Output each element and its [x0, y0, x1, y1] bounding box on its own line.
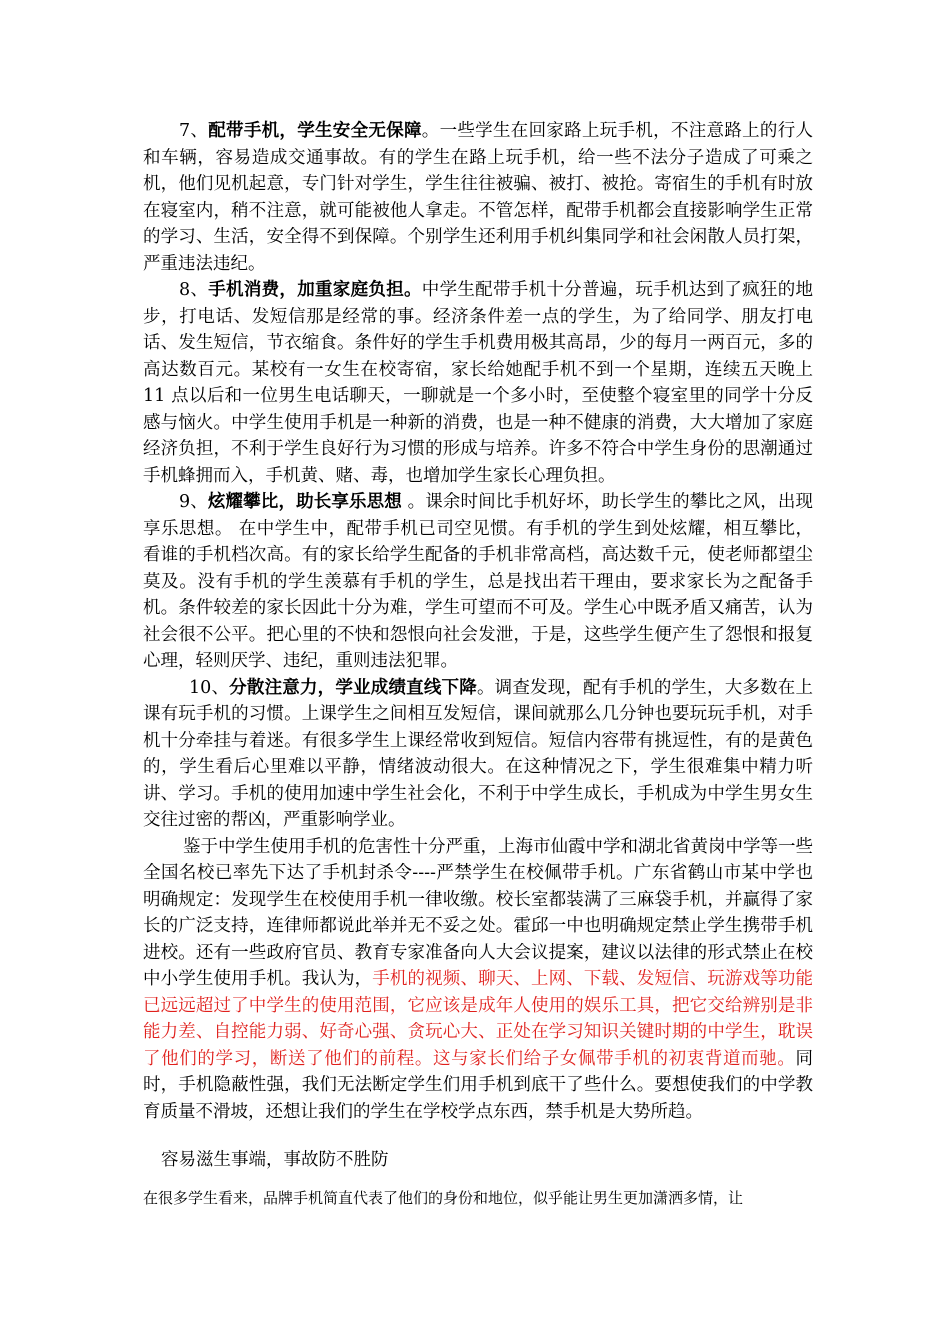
paragraph-7-number: 7、 [179, 121, 209, 141]
paragraph-7-heading: 配带手机，学生安全无保障 [208, 121, 422, 141]
paragraph-8-number: 8、 [179, 280, 209, 300]
paragraph-9-body: 。课余时间比手机好坏，助长学生的攀比之风，出现享乐思想。 在中学生中，配带手机已司空见惯。有手机的学生到处炫耀，相互攀比，看谁的手机档次高。有的家长给学生配备的手机非常高档，高达数千元，使老师都望尘莫及。没有手机的学生羡慕有手机的学生，总是找出若干理由，要求家长为之配备手机。条件较差的家长因此十分为难，学生可望而不可及。学生心中既矛盾又痛苦，认为社会很不公平。把心里的不快和怨恨向社会发泄，于是，这些学生便产生了怨恨和报复心理，轻则厌学、违纪，重则违法犯罪。 [143, 492, 814, 671]
paragraph-8-heading: 手机消费，加重家庭负担。 [208, 280, 422, 300]
paragraph-10-body: 。调查发现，配有手机的学生，大多数在上课有玩手机的习惯。上课学生之间相互发短信，课间就那么几分钟也要玩玩手机，对手机十分牵挂与着迷。有很多学生上课经常收到短信。短信内容带有挑逗性，有的是黄色的，学生看后心里难以平静，情绪波动很大。在这种情况之下，学生很难集中精力听讲、学习。手机的使用加速中学生社会化，不利于中学生成长，手机成为中学生男女生交往过密的帮凶，严重影响学业。 [143, 677, 813, 830]
paragraph-10-number: 10、 [189, 677, 230, 698]
conclusion-text-before: 鉴于中学生使用手机的危害性十分严重，上海市仙霞中学和湖北省黄岗中学等一些全国名校已率先下达了手机封杀令----严禁学生在校佩带手机。广东省鹤山市某中学也明确规定：发现学生在校使用手机一律收缴。校长室都装满了三麻袋手机，并赢得了家长的广泛支持，连律师都说此举并无不妥之处。霍邱一中也明确规定禁止学生携带手机进校。还有一些政府官员、教育专家准备向人大会议提案，建议以法律的形式禁止在校中小学生使用手机。我认为， [143, 836, 813, 989]
paragraph-8 [143, 277, 813, 489]
paragraph-9-heading: 炫耀攀比，助长享乐思想 [207, 492, 402, 512]
paragraph-10-heading: 分散注意力，学业成绩直线下降 [229, 677, 477, 698]
conclusion-paragraph [143, 834, 813, 1126]
paragraph-10 [143, 675, 813, 834]
paragraph-9 [143, 489, 813, 675]
conclusion-text-after: 同时，手机隐蔽性强，我们无法断定学生们用手机到底干了些什么。要想使我们的中学教育质量不滑坡，还想让我们的学生在学校学点东西，禁手机是大势所趋。 [143, 1048, 813, 1122]
paragraph-7-body: 。一些学生在回家路上玩手机，不注意路上的行人和车辆，容易造成交通事故。有的学生在路上玩手机，给一些不法分子造成了可乘之机，他们见机起意，专门针对学生，学生往往被骗、被打、被抢。寄宿生的手机有时放在寝室内，稍不注意，就可能被他人拿走。不管怎样，配带手机都会直接影响学生正常的学习、生活，安全得不到保障。个别学生还利用手机纠集同学和社会闲散人员打架，严重违法违纪。 [143, 121, 814, 274]
section-subheading: 容易滋生事端，事故防不胜防 [161, 1150, 389, 1170]
paragraph-8-body: 中学生配带手机十分普遍，玩手机达到了疯狂的地步，打电话、发短信那是经常的事。经济条件差一点的学生，为了给同学、朋友打电话、发生短信，节衣缩食。条件好的学生手机费用极其高昂，少的每月一两百元，多的高达数百元。某校有一女生在校寄宿，家长给她配手机不到一个星期，连续五天晚上 11 点以后和一位男生电话聊天，一聊就是一个多小时，至使整个寝室里的同学十分反感与恼火。中学生使用手机是一种新的消费，也是一种不健康的消费，大大增加了家庭经济负担，不利于学生良好行为习惯的形成与培养。许多不符合中学生身份的思潮通过手机蜂拥而入，手机黄、赌、毒，也增加学生家长心理负担。 [143, 280, 814, 486]
last-line: 在很多学生看来，品牌手机简直代表了他们的身份和地位，似乎能让男生更加潇洒多情，让 [143, 1189, 744, 1207]
paragraph-9-number: 9、 [179, 492, 208, 512]
document-page [143, 118, 813, 1209]
conclusion-highlight: 手机的视频、聊天、上网、下载、发短信、玩游戏等功能已远远超过了中学生的使用范围，它应该是成年人使用的娱乐工具，把它交给辨别是非能力差、自控能力弱、好奇心强、贪玩心大、正处在学习知识关键时期的中学生，耽误了他们的学习，断送了他们的前程。这与家长们给子女佩带手机的初衷背道而驰。 [143, 969, 814, 1069]
paragraph-7 [143, 118, 813, 277]
